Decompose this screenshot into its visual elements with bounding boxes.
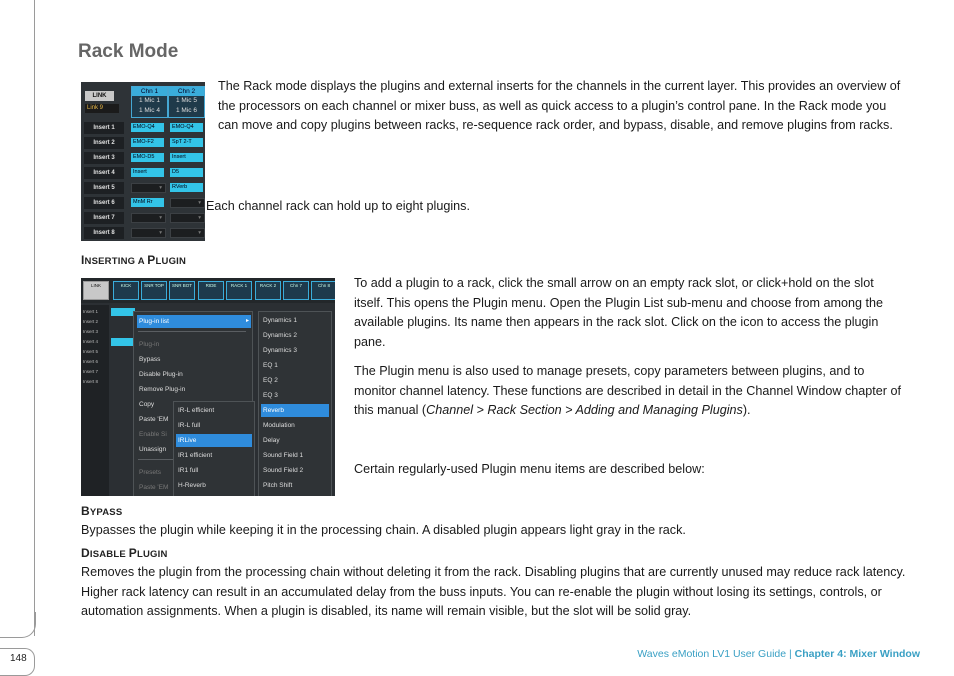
category-item[interactable]: Reverb [261,404,329,417]
insert-label: Insert 7 [84,212,124,224]
menu-item-copy[interactable]: Copy [139,401,155,408]
channel-header: SNR TOP [141,281,167,300]
category-item[interactable]: Dynamics 1 [263,317,297,324]
inserting-paragraph-1: To add a plugin to a rack, click the small arrow on an empty rack slot, or click+hold on the slot itself. This opens the Plugin menu. Open the Plugin List sub-menu and choose from among the available plugins. Its name then appears in the rack slot. Click on the icon to access the plugin pane. [354,276,884,349]
empty-rack-slot: ▾ [170,228,205,238]
channel-input: 1 Mic 1 [139,97,160,104]
channel-header: KICK [113,281,139,300]
category-item[interactable]: Sound Field 2 [263,467,304,474]
page-margin-curve [0,612,36,638]
insert-label: Insert 3 [83,329,99,334]
rack-slot: D5 [170,168,203,177]
category-item[interactable]: EQ 1 [263,362,278,369]
channel-name: Chn 2 [169,87,204,96]
menu-item-paste[interactable]: Paste 'EM [139,416,169,423]
insert-label: Insert 6 [84,197,124,209]
menu-item-bypass[interactable]: Bypass [139,356,161,363]
channel-name: Chn 1 [132,87,167,96]
intro-paragraph: The Rack mode displays the plugins and external inserts for the channels in the current layer. This provides an overview of the processors on each channel or mixer buss, as well as quick access to a plugin’s control pane. In the Rack mode you can move and copy plugins between racks, re-sequence rack order, and bypass, disable, and remove plugins from racks. [218,79,901,133]
page-margin-line [34,0,35,636]
channel-input: 1 Mic 4 [139,107,160,114]
empty-rack-slot: ▾ [170,213,205,223]
channel-header-1 [131,86,168,118]
bypass-heading: BYPASS [81,504,123,518]
inserting-heading: INSERTING A PLUGIN [81,253,187,267]
rack-slot [111,308,135,316]
plugin-item[interactable]: IR1 full [178,467,199,474]
insert-label: Insert 8 [83,379,99,384]
insert-label: Insert 4 [84,167,124,179]
menu-item-paste-preset[interactable]: Paste 'EM [139,484,169,491]
insert-label: Insert 7 [83,369,99,374]
menu-item-remove-plugin[interactable]: Remove Plug-in [139,386,186,393]
rack-slot: EMO-F2 [131,138,164,147]
plugin-menu-screenshot [81,278,335,496]
channel-header: Chn 8 [311,281,335,300]
insert-label: Insert 2 [84,137,124,149]
channel-header: RACK 2 [255,281,281,300]
plugin-item[interactable]: IRLive [176,434,252,447]
channel-header: RIDE [198,281,224,300]
rack-slot: RVerb [170,183,203,192]
inserting-paragraph-3: Certain regularly-used Plugin menu items are described below: [354,462,705,476]
channel-header: Chn 7 [283,281,309,300]
insert-label: Insert 4 [83,339,99,344]
insert-label: Insert 1 [83,309,99,314]
channel-header-2 [168,86,205,118]
channel-header: LINK [83,281,109,300]
channel-header: RACK 1 [226,281,252,300]
rack-slot: Insert [170,153,203,162]
category-item[interactable]: EQ 3 [263,392,278,399]
footer-guide: Waves eMotion LV1 User Guide | [637,648,792,660]
insert-label: Insert 5 [84,182,124,194]
plugin-item[interactable]: IR1 efficient [178,452,213,459]
empty-rack-slot: ▾ [131,183,166,193]
rack-slot: SpT 2-T [170,138,203,147]
link-button: LINK [85,91,114,101]
insert-label: Insert 6 [83,359,99,364]
rack-slot: EMO-Q4 [131,123,164,132]
rack-slot: EMO-D5 [131,153,164,162]
footer-chapter: Chapter 4: Mixer Window [794,648,920,660]
plugin-item[interactable]: H-Reverb [178,482,206,489]
rack-slot: EMO-Q4 [170,123,203,132]
empty-rack-slot: ▾ [170,198,205,208]
menu-item-plugin[interactable]: Plug-in [139,341,160,348]
rack-slot: MnM Rr [131,198,164,207]
plugin-item[interactable]: IR-L efficient [178,407,215,414]
disable-text: Removes the plugin from the processing chain without deleting it from the rack. Disabling plugins that are currently unused may reduce rack latency. Higher rack latency can result in an accumulated delay from the buss inputs. You can re-enable the plugin without losing its settings, controls, or automation assignments. When a plugin is disabled, its name will remain visible, but the slot will be solid gray. [81,565,906,619]
category-item[interactable]: EQ 2 [263,377,278,384]
plugin-category-submenu [258,311,332,496]
rack-slot: Insert [131,168,164,177]
insert-label: Insert 1 [84,122,124,134]
channel-input: 1 Mic 5 [176,97,197,104]
empty-rack-slot: ▾ [131,213,166,223]
insert-label: Insert 2 [83,319,99,324]
insert-label: Insert 5 [83,349,99,354]
page-title: Rack Mode [78,41,179,62]
category-item[interactable]: Dynamics 2 [263,332,297,339]
rack-screenshot [81,82,205,241]
disable-heading: DISABLE PLUGIN [81,546,168,560]
empty-rack-slot: ▾ [131,228,166,238]
insert-label: Insert 3 [84,152,124,164]
rack-slot [111,338,135,346]
inserting-paragraph-2: The Plugin menu is also used to manage presets, copy parameters between plugins, and to monitor channel latency. These functions are described in detail in the Channel Window chapter of this manual (Channel > Rack Section > Adding and Managing Plugins). [354,364,901,418]
plugin-item[interactable]: IR-L full [178,422,201,429]
reverb-plugin-submenu [173,401,255,496]
category-item[interactable]: Modulation [263,422,295,429]
category-item[interactable]: Pitch Shift [263,482,293,489]
channel-input: 1 Mic 6 [176,107,197,114]
menu-item-disable-plugin[interactable]: Disable Plug-in [139,371,183,378]
page-number: 148 [10,653,27,664]
menu-item-presets[interactable]: Presets [139,469,162,476]
channel-header: SNR BOT [169,281,195,300]
menu-item-enable[interactable]: Enable Si [139,431,167,438]
link-selector: Link 9 [85,104,119,113]
insert-label: Insert 8 [84,227,124,239]
category-item[interactable]: Delay [263,437,280,444]
page-footer [637,648,920,660]
bypass-text: Bypasses the plugin while keeping it in the processing chain. A disabled plugin appears light gray in the rack. [81,523,686,537]
category-item[interactable]: Sound Field 1 [263,452,304,459]
submenu-arrow-icon: ▸ [245,318,249,324]
capacity-note: Each channel rack can hold up to eight plugins. [206,199,470,213]
menu-item-plugin-list[interactable]: Plug-in list [137,315,251,328]
menu-item-unassign[interactable]: Unassign [139,446,167,453]
menu-separator [138,331,246,332]
category-item[interactable]: Dynamics 3 [263,347,297,354]
